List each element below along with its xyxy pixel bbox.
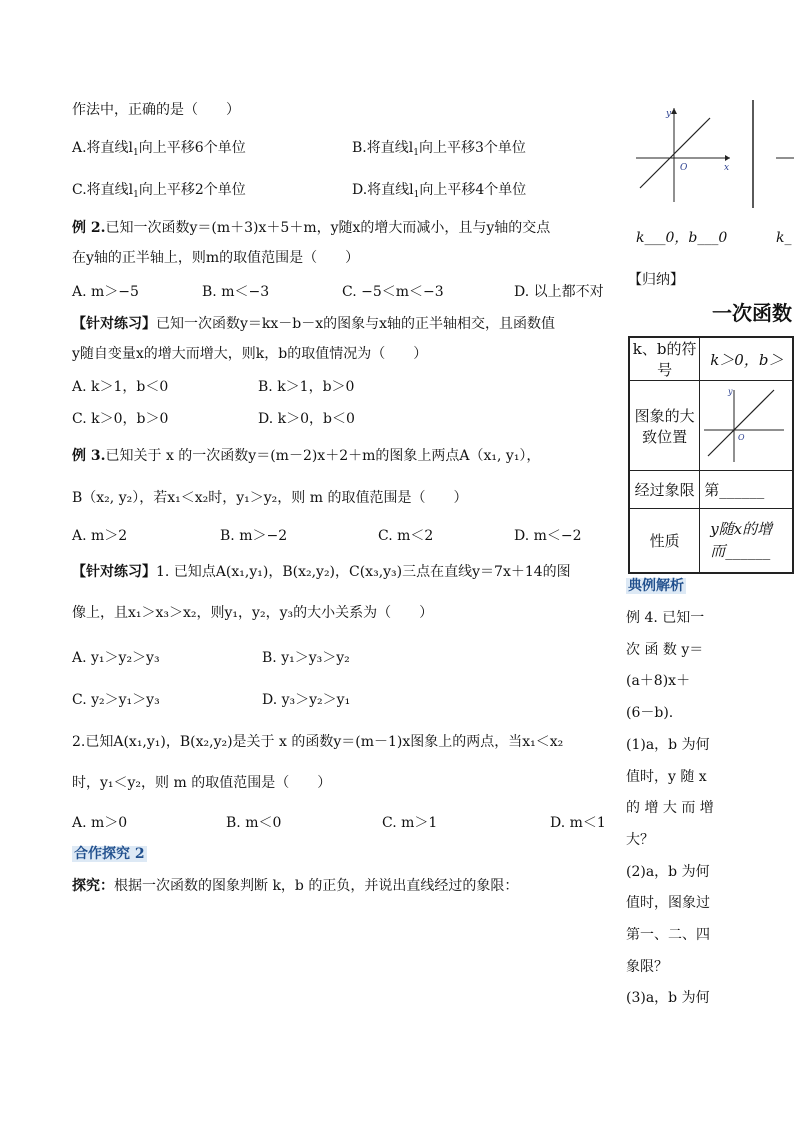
summary-table-title: 一次函数 xyxy=(712,301,792,325)
intro-line: 作法中，正确的是（ ） xyxy=(72,102,240,118)
graph-y-label: y xyxy=(666,109,672,119)
example-4-line: (a＋8)x＋ xyxy=(626,673,691,690)
row-quadrant-label: 经过象限 xyxy=(629,471,700,509)
row-property-label: 性质 xyxy=(629,509,700,573)
sample-line xyxy=(640,118,710,188)
q1-option-c[interactable]: C.将直线$l_1$向上平移2个单位 xyxy=(72,182,246,200)
example-4-line: (6－b). xyxy=(626,705,674,722)
practice-3-line2: 时，y₁＜y₂，则 m 的取值范围是（ ） xyxy=(72,775,332,791)
q1-option-a[interactable]: A.将直线$l_1$向上平移6个单位 xyxy=(72,140,246,158)
mini-origin-label: O xyxy=(738,432,745,442)
graph-origin-label: O xyxy=(680,163,688,173)
row-kb-label: k、b的符号 xyxy=(629,337,700,381)
inquiry-prompt: 探究：根据一次函数的图象判断 k，b 的正负，并说出直线经过的象限： xyxy=(72,878,519,894)
p2-option-b[interactable]: B. y₁＞y₃＞y₂ xyxy=(262,650,350,666)
mini-y-label: y xyxy=(728,386,733,396)
ex2-option-b[interactable]: B. m＜−3 xyxy=(202,284,270,300)
x-axis-arrow xyxy=(725,155,730,161)
summary-heading: 【归纳】 xyxy=(628,272,684,288)
mini-line xyxy=(708,390,774,456)
example-2-line2: 在y轴的正半轴上，则m的取值范围是（ ） xyxy=(72,250,360,266)
p3-option-b[interactable]: B. m＜0 xyxy=(226,815,282,831)
practice-2-line1: 【针对练习】1. 已知点A(x₁,y₁)，B(x₂,y₂)，C(x₃,y₃)三点在直线y＝7x＋14的图 xyxy=(72,564,571,580)
graph-x-label: x xyxy=(724,163,730,173)
ex3-option-a[interactable]: A. m＞2 xyxy=(72,528,128,544)
example-3-line1: 例 3.已知关于 x 的一次函数y＝(m－2)x＋2＋m的图象上两点A（x₁, y₁）， xyxy=(72,448,541,464)
y-axis-arrow xyxy=(671,108,677,114)
example-4-line: (1)a，b 为何 xyxy=(626,736,710,753)
p1-option-c[interactable]: C. k＞0，b＞0 xyxy=(72,411,169,427)
example-4-line: 例 4. 已知一 xyxy=(626,610,705,626)
example-4-line: 大？ xyxy=(626,831,654,848)
kb-caption: k___0，b___0 xyxy=(636,230,728,246)
row-kb-value: k＞0，b＞ xyxy=(700,337,793,381)
practice-3-line1: 2.已知A(x₁,y₁)，B(x₂,y₂)是关于 x 的函数y＝(m－1)x图象上的两点，当x₁＜x₂ xyxy=(72,734,564,750)
ex3-option-b[interactable]: B. m＞−2 xyxy=(220,528,288,544)
p1-option-d[interactable]: D. k＞0，b＜0 xyxy=(258,411,355,427)
practice-1-line1: 【针对练习】已知一次函数y＝kx－b－x的图象与x轴的正半轴相交，且函数值 xyxy=(72,316,556,332)
ex2-option-c[interactable]: C. −5＜m＜−3 xyxy=(342,284,444,300)
example-2-line1: 例 2.已知一次函数y＝(m＋3)x＋5＋m，y随x的增大而减小，且与y轴的交点 xyxy=(72,220,551,236)
example-3-line2: B（x₂, y₂），若x₁＜x₂时，y₁＞y₂，则 m 的取值范围是（ ） xyxy=(72,490,468,506)
p3-option-c[interactable]: C. m＞1 xyxy=(382,815,438,831)
p1-option-a[interactable]: A. k＞1，b＜0 xyxy=(72,379,169,395)
example-4-line: 的 增 大 而 增 xyxy=(626,800,714,817)
example-4-line: 值时，图象过 xyxy=(626,895,710,912)
table-mini-graph xyxy=(700,382,784,466)
p1-option-b[interactable]: B. k＞1，b＞0 xyxy=(258,379,355,395)
p2-option-a[interactable]: A. y₁＞y₂＞y₃ xyxy=(72,650,160,666)
practice-1-line2: y随自变量x的增大而增大，则k，b的取值情况为（ ） xyxy=(72,346,428,362)
p2-option-c[interactable]: C. y₂＞y₁＞y₃ xyxy=(72,692,160,708)
p2-option-d[interactable]: D. y₃＞y₂＞y₁ xyxy=(262,692,351,708)
right-graphs xyxy=(630,100,794,220)
ex2-option-d[interactable]: D. 以上都不对 xyxy=(514,284,604,300)
p3-option-a[interactable]: A. m＞0 xyxy=(72,815,128,831)
row-graph-cell xyxy=(700,381,793,471)
summary-table xyxy=(628,336,794,574)
example-analysis-heading: 典例解析 xyxy=(628,578,684,594)
example-4-line: 象限？ xyxy=(626,958,668,975)
ex2-option-a[interactable]: A. m＞−5 xyxy=(72,284,139,300)
example-4-line: 值时，y 随 x xyxy=(626,768,707,785)
example-4-line: 次 函 数 y＝ xyxy=(626,641,704,658)
row-property-value: y随x的增 而______ xyxy=(700,509,793,573)
p3-option-d[interactable]: D. m＜1 xyxy=(550,815,606,831)
q1-option-d[interactable]: D.将直线$l_1$向上平移4个单位 xyxy=(352,182,527,200)
practice-2-line2: 像上，且x₁＞x₃＞x₂，则y₁，y₂，y₃的大小关系为（ ） xyxy=(72,605,434,621)
cooperative-inquiry-heading: 合作探究 2 xyxy=(74,846,145,862)
example-4-line: (3)a，b 为何 xyxy=(626,990,710,1007)
ex3-option-d[interactable]: D. m＜−2 xyxy=(514,528,582,544)
row-graph-label: 图象的大 致位置 xyxy=(629,381,700,471)
example-4-line: 第一、二、四 xyxy=(626,927,710,943)
kb-caption-2: k_ xyxy=(776,230,792,246)
ex3-option-c[interactable]: C. m＜2 xyxy=(378,528,434,544)
row-quadrant-value: 第______ xyxy=(700,471,793,509)
example-4-line: (2)a，b 为何 xyxy=(626,863,710,880)
q1-option-b[interactable]: B.将直线$l_1$向上平移3个单位 xyxy=(352,140,526,158)
